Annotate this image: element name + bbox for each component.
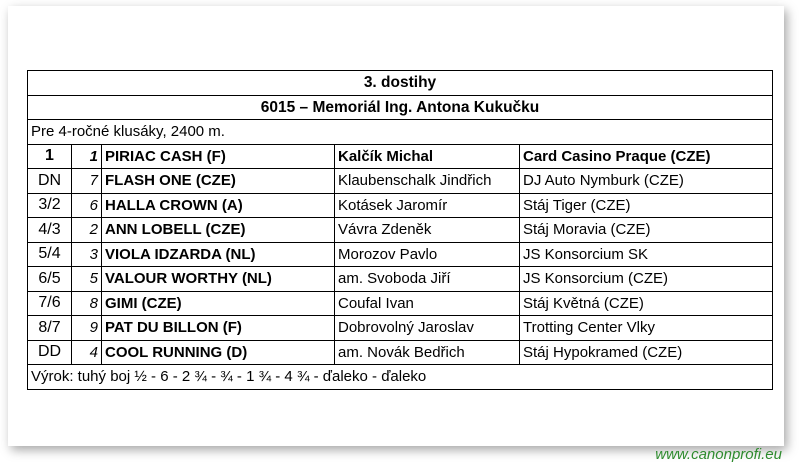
driver-name: Dobrovolný Jaroslav [335,316,520,341]
start-number: 7 [72,169,102,194]
owner-name: Card Casino Praque (CZE) [520,144,773,169]
result-row [28,193,773,218]
start-number: 2 [72,218,102,243]
finish-position: 7/6 [28,291,72,316]
result-row [28,316,773,341]
owner-name: Stáj Moravia (CZE) [520,218,773,243]
driver-name: Vávra Zdeněk [335,218,520,243]
race-title-row [28,95,773,120]
race-title: 6015 – Memoriál Ing. Antona Kukučku [28,95,773,120]
driver-name: Coufal Ivan [335,291,520,316]
horse-name: COOL RUNNING (D) [102,340,335,365]
finish-margins: Výrok: tuhý boj ½ - 6 - 2 ¾ - ¾ - 1 ¾ - 4 ¾ - ďaleko - ďaleko [28,365,773,390]
race-conditions-row [28,120,773,145]
result-row [28,169,773,194]
owner-name: DJ Auto Nymburk (CZE) [520,169,773,194]
owner-name: Stáj Hypokramed (CZE) [520,340,773,365]
horse-name: HALLA CROWN (A) [102,193,335,218]
finish-position: DD [28,340,72,365]
watermark-text: www.canonprofi.eu [655,446,782,463]
horse-name: PAT DU BILLON (F) [102,316,335,341]
horse-name: ANN LOBELL (CZE) [102,218,335,243]
finish-position: 6/5 [28,267,72,292]
driver-name: Klaubenschalk Jindřich [335,169,520,194]
start-number: 8 [72,291,102,316]
finish-position: 5/4 [28,242,72,267]
driver-name: Kalčík Michal [335,144,520,169]
horse-name: GIMI (CZE) [102,291,335,316]
owner-name: Stáj Květná (CZE) [520,291,773,316]
owner-name: Trotting Center Vlky [520,316,773,341]
driver-name: am. Novák Bedřich [335,340,520,365]
owner-name: Stáj Tiger (CZE) [520,193,773,218]
race-results-table [27,70,773,390]
driver-name: Morozov Pavlo [335,242,520,267]
horse-name: VALOUR WORTHY (NL) [102,267,335,292]
finish-position: 3/2 [28,193,72,218]
result-row [28,144,773,169]
start-number: 1 [72,144,102,169]
result-row [28,218,773,243]
result-row [28,291,773,316]
race-number: 3. dostihy [28,71,773,96]
start-number: 4 [72,340,102,365]
start-number: 9 [72,316,102,341]
result-row [28,267,773,292]
driver-name: am. Svoboda Jiří [335,267,520,292]
start-number: 6 [72,193,102,218]
finish-position: 8/7 [28,316,72,341]
race-conditions: Pre 4-ročné klusáky, 2400 m. [28,120,773,145]
result-row [28,340,773,365]
margins-row [28,365,773,390]
owner-name: JS Konsorcium SK [520,242,773,267]
start-number: 3 [72,242,102,267]
race-number-row [28,71,773,96]
finish-position: DN [28,169,72,194]
finish-position: 4/3 [28,218,72,243]
finish-position: 1 [28,144,72,169]
result-row [28,242,773,267]
start-number: 5 [72,267,102,292]
horse-name: FLASH ONE (CZE) [102,169,335,194]
driver-name: Kotásek Jaromír [335,193,520,218]
owner-name: JS Konsorcium (CZE) [520,267,773,292]
horse-name: VIOLA IDZARDA (NL) [102,242,335,267]
horse-name: PIRIAC CASH (F) [102,144,335,169]
